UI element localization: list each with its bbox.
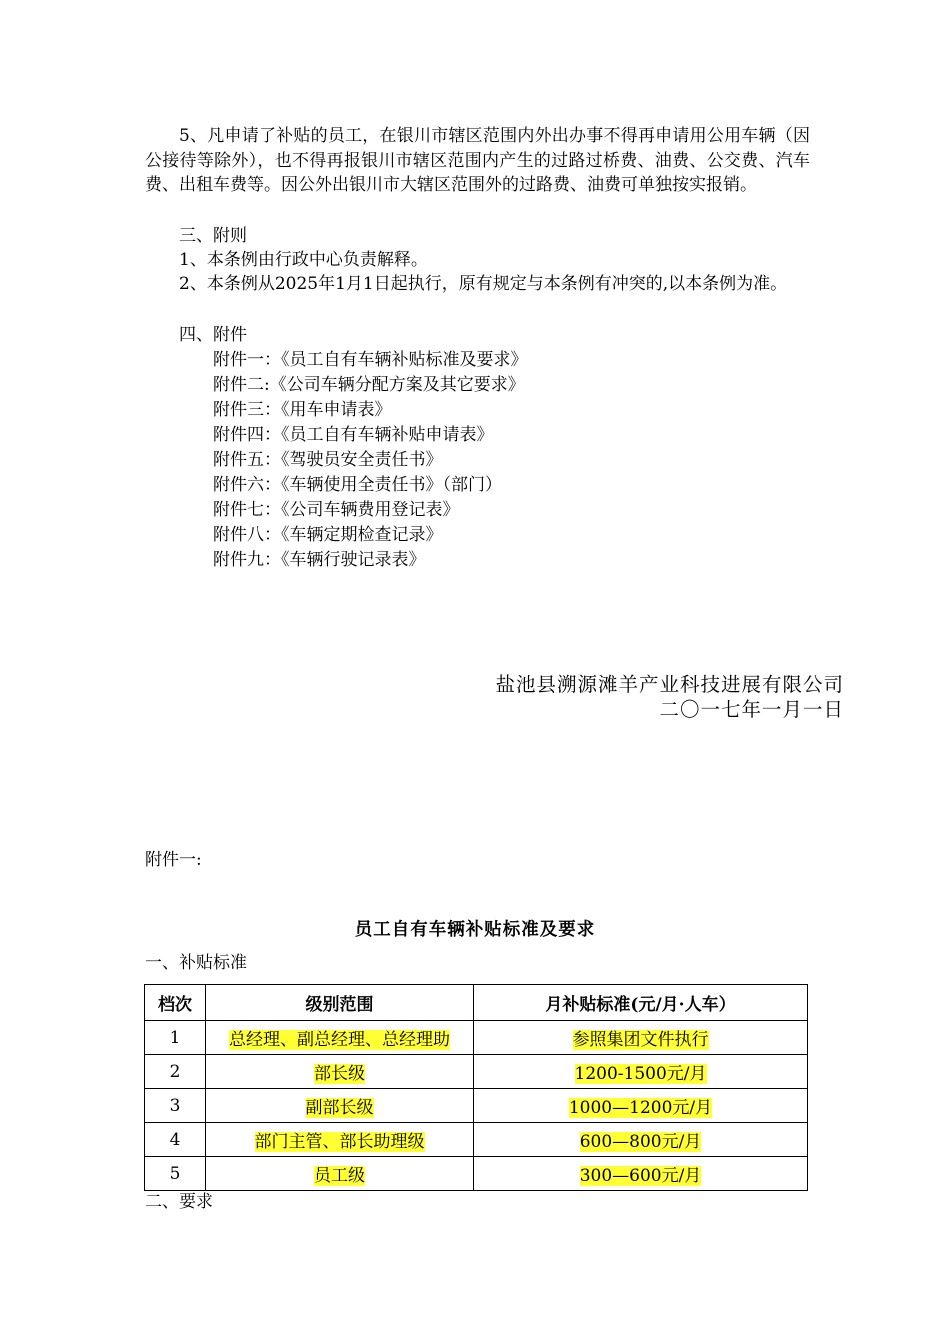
signature-company: 盐池县溯源滩羊产业科技进展有限公司 [495,673,844,696]
table-cell-amount [474,1021,808,1055]
highlighted-text: 1200-1500元/月 [574,1064,707,1084]
attachment-item: 附件九：《车辆行驶记录表》 [213,550,426,570]
table-row [145,1021,808,1055]
table-header-cell: 月补贴标准(元/月·人车） [474,985,808,1021]
attachment-item: 附件二:《公司车辆分配方案及其它要求》 [213,375,525,395]
attachment-item: 附件三：《用车申请表》 [213,400,392,420]
highlighted-text: 600—800元/月 [579,1132,702,1152]
table-row [145,1157,808,1191]
rule-item-1: 1、本条例由行政中心负责解释。 [179,250,428,270]
table-cell-level [206,1055,474,1089]
section-heading-appendix-rules: 三、附则 [179,226,247,246]
attachment-item: 附件一：《员工自有车辆补贴标准及要求》 [213,350,528,370]
table-header-cell: 档次 [145,985,206,1021]
highlighted-text: 300—600元/月 [579,1166,702,1186]
attachment-item: 附件七：《公司车辆费用登记表》 [213,500,460,520]
table-row [145,1123,808,1157]
section-heading-subsidy-standard: 一、补贴标准 [145,953,247,973]
section-heading-requirements: 二、要求 [145,1192,213,1212]
highlighted-text: 总经理、副总经理、总经理助 [229,1030,450,1050]
attachment-item: 附件五：《驾驶员安全责任书》 [213,450,443,470]
subsidy-table [144,984,808,1191]
table-row [145,1089,808,1123]
highlighted-text: 1000—1200元/月 [568,1098,713,1118]
paragraph-item-5: 5、凡申请了补贴的员工，在银川市辖区范围内外出办事不得再申请用公用车辆（因公接待等除外），也不得再报银川市辖区范围内产生的过路过桥费、油费、公交费、汽车费、出租车费等。因公外出银川市大辖区范围外的过路费、油费可单独按实报销。 [145,126,810,195]
table-row [145,1055,808,1089]
appendix-title: 员工自有车辆补贴标准及要求 [354,920,596,940]
highlighted-text: 部长级 [314,1064,365,1084]
attachment-item: 附件六：《车辆使用全责任书》（部门） [213,475,502,495]
table-cell-tier: 3 [145,1089,206,1123]
table-cell-tier: 1 [145,1021,206,1055]
table-header-row [145,985,808,1021]
table-cell-amount [474,1055,808,1089]
table-header-cell: 级别范围 [206,985,474,1021]
highlighted-text: 参照集团文件执行 [572,1030,709,1050]
table-cell-level [206,1157,474,1191]
highlighted-text: 员工级 [314,1166,365,1186]
table-cell-tier: 4 [145,1123,206,1157]
section-heading-attachments: 四、附件 [179,325,247,345]
appendix-label: 附件一: [145,850,202,870]
attachment-item: 附件四：《员工自有车辆补贴申请表》 [213,425,494,445]
signature-date: 二〇一七年一月一日 [659,698,844,721]
table-cell-level [206,1021,474,1055]
table-cell-level [206,1123,474,1157]
table-cell-amount [474,1157,808,1191]
table-cell-amount [474,1123,808,1157]
table-cell-level [206,1089,474,1123]
table-cell-tier: 5 [145,1157,206,1191]
table-cell-tier: 2 [145,1055,206,1089]
rule-item-2: 2、本条例从2025年1月1日起执行，原有规定与本条例有冲突的,以本条例为准。 [179,274,788,294]
highlighted-text: 部门主管、部长助理级 [254,1132,425,1152]
attachment-item: 附件八：《车辆定期检查记录》 [213,525,443,545]
highlighted-text: 副部长级 [305,1098,374,1118]
table-cell-amount [474,1089,808,1123]
